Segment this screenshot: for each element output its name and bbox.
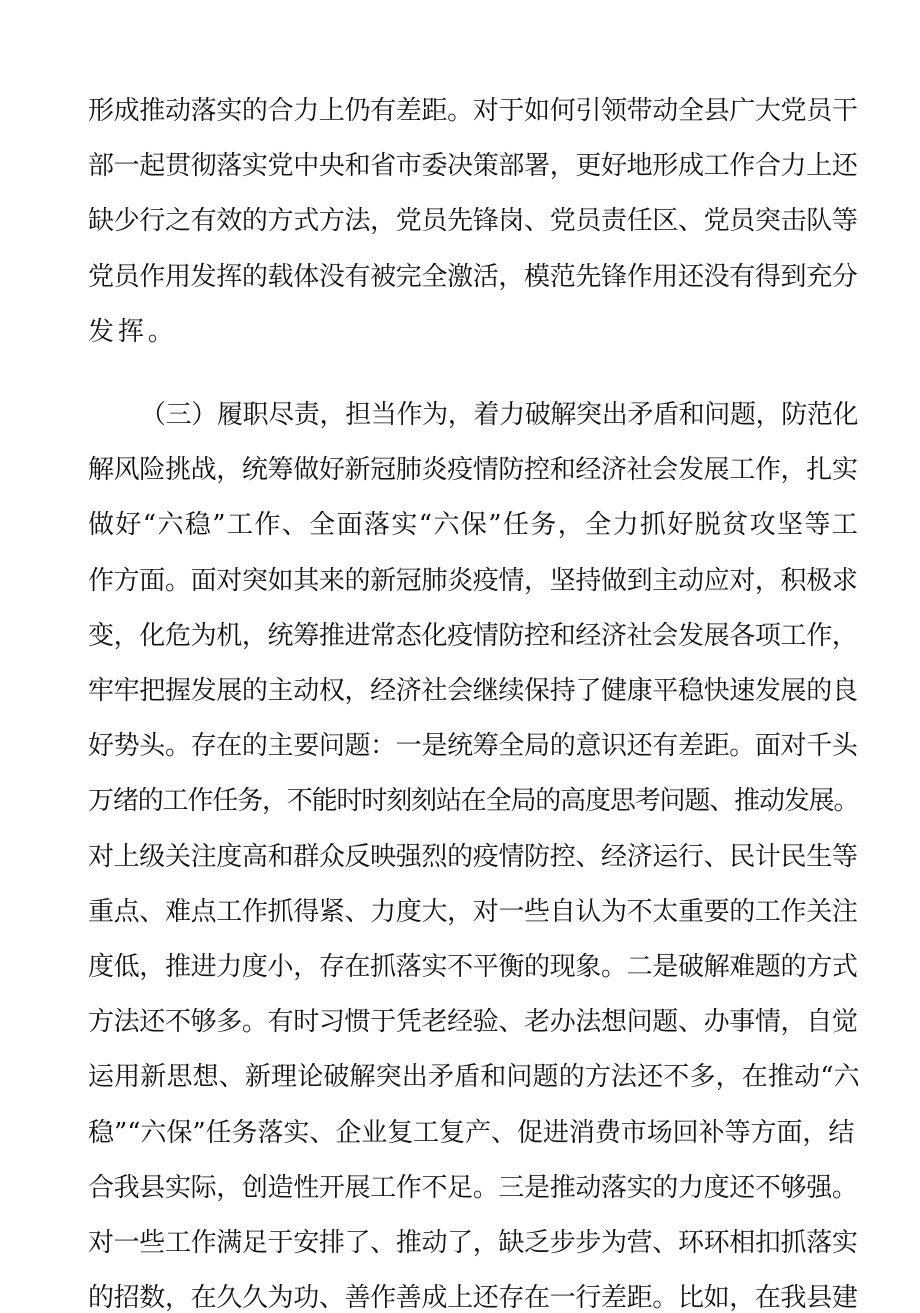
text-line: 运用新思想、新理论破解突出矛盾和问题的方法还不多，在推动“六 <box>88 1062 860 1092</box>
text-line: 牢牢把握发展的主动权，经济社会继续保持了健康平稳快速发展的良 <box>88 676 858 706</box>
text-line: 党员作用发挥的载体没有被完全激活，模范先锋作用还没有得到充分 <box>88 262 858 292</box>
text-line: 稳”“六保”任务落实、企业复工复产、促进消费市场回补等方面，结 <box>88 1118 855 1148</box>
text-line: 对上级关注度高和群众反映强烈的疫情防控、经济运行、民计民生等 <box>88 842 858 872</box>
text-line: 合我县实际，创造性开展工作不足。三是推动落实的力度还不够强。 <box>88 1173 858 1203</box>
text-line: 的招数，在久久为功、善作善成上还存在一行差距。比如，在我县建 <box>88 1283 858 1313</box>
text-line: 解风险挑战，统筹做好新冠肺炎疫情防控和经济社会发展工作，扎实 <box>88 455 858 485</box>
text-line: 方法还不够多。有时习惯于凭老经验、老办法想问题、办事情，自觉 <box>88 1007 858 1037</box>
text-line: 万绪的工作任务，不能时时刻刻站在全局的高度思考问题、推动发展。 <box>88 786 859 816</box>
text-line: 作方面。面对突如其来的新冠肺炎疫情，坚持做到主动应对，积极求 <box>88 566 858 596</box>
text-line: 变，化危为机，统筹推进常态化疫情防控和经济社会发展各项工作， <box>88 621 858 651</box>
text-line: 重点、难点工作抓得紧、力度大，对一些自认为不太重要的工作关注 <box>88 897 858 927</box>
text-line: （三）履职尽责，担当作为，着力破解突出矛盾和问题，防范化 <box>140 400 859 430</box>
text-line: 缺少行之有效的方式方法，党员先锋岗、党员责任区、党员突击队等 <box>88 206 858 236</box>
text-line: 对一些工作满足于安排了、推动了，缺乏步步为营、环环相扣抓落实 <box>88 1228 858 1258</box>
text-line: 部一起贯彻落实党中央和省市委决策部署，更好地形成工作合力上还 <box>88 151 858 181</box>
text-line: 形成推动落实的合力上仍有差距。对于如何引领带动全县广大党员干 <box>88 96 858 126</box>
text-line: 发挥。 <box>88 317 178 347</box>
text-line: 做好“六稳”工作、全面落实“六保”任务，全力抓好脱贫攻坚等工 <box>88 510 860 540</box>
text-line: 好势头。存在的主要问题：一是统筹全局的意识还有差距。面对千头 <box>88 731 858 761</box>
text-line: 度低，推进力度小，存在抓落实不平衡的现象。二是破解难题的方式 <box>88 952 858 982</box>
